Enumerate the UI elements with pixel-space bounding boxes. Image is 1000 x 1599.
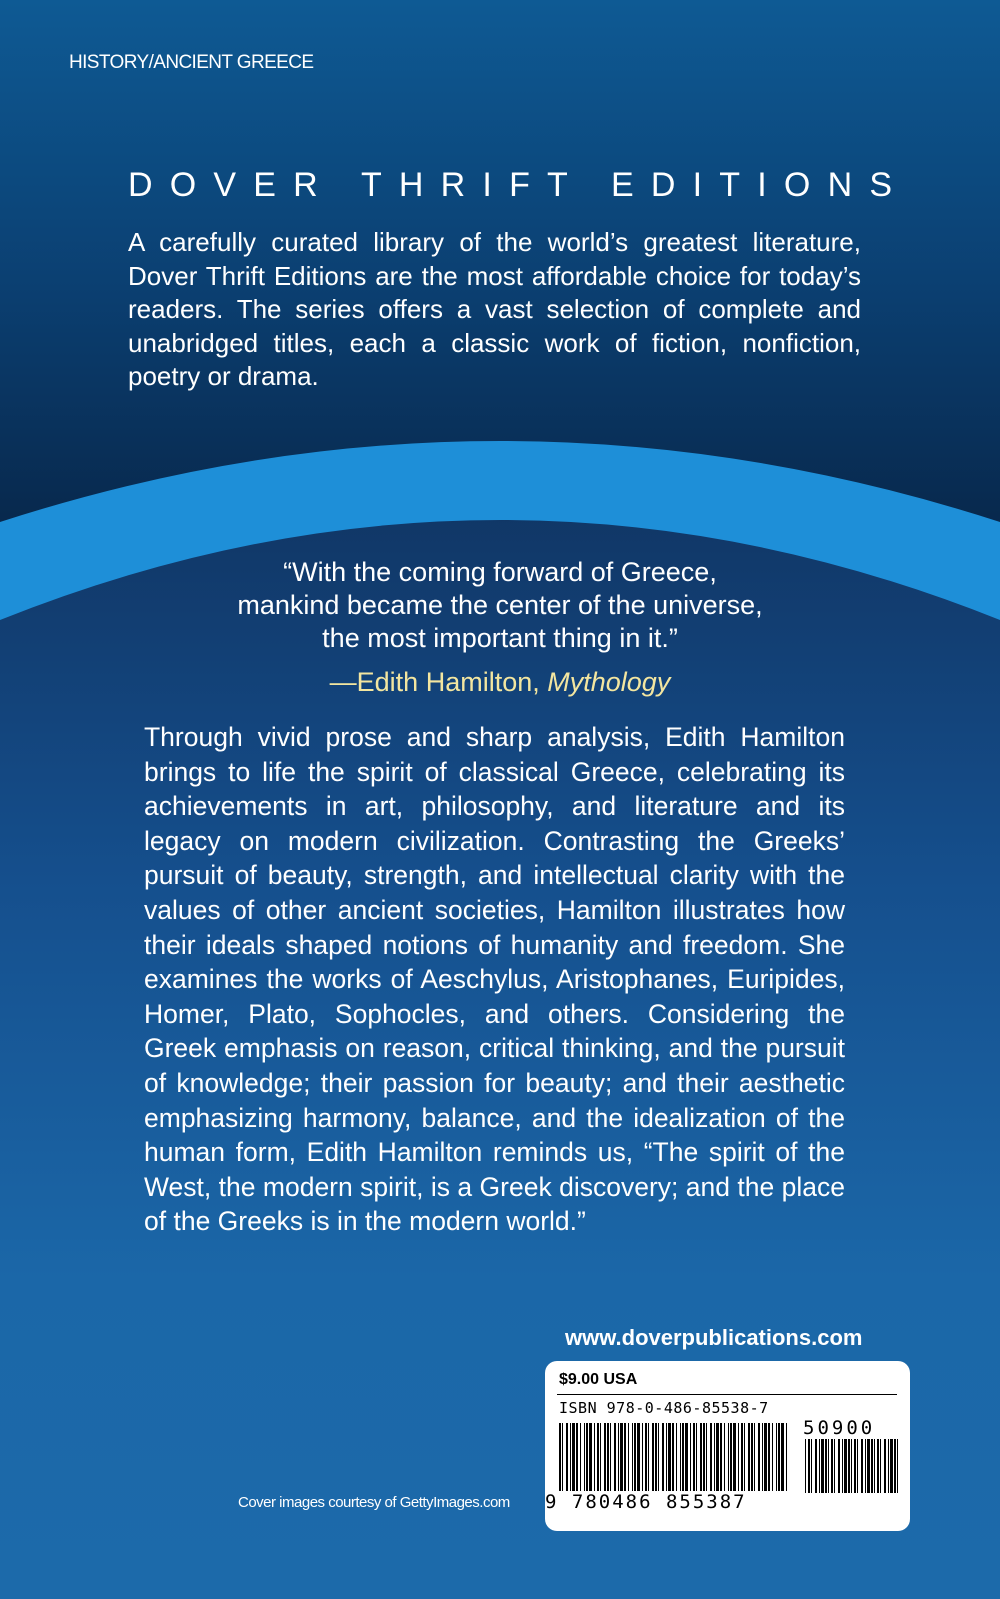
barcode-bar bbox=[634, 1423, 636, 1491]
series-title: DOVER THRIFT EDITIONS bbox=[128, 166, 910, 204]
series-description: A carefully curated library of the world’s greatest literature, Dover Thrift Editions are the most affordable choice for today’s readers. The series offers a vast selection of complete and unabridged titles, each a classic work of fiction, nonfiction, poetry or drama. bbox=[128, 227, 861, 391]
barcode-bar bbox=[693, 1423, 695, 1491]
barcode-digits: 9 780486 855387 bbox=[545, 1491, 747, 1513]
barcode-bar bbox=[620, 1423, 623, 1491]
barcode-bar bbox=[815, 1439, 817, 1493]
barcode-bar bbox=[696, 1423, 697, 1491]
barcode-bar bbox=[838, 1439, 840, 1493]
ean-barcode bbox=[559, 1423, 789, 1495]
barcode-bar bbox=[604, 1423, 606, 1491]
barcode-bar bbox=[808, 1439, 810, 1493]
barcode-bar bbox=[738, 1423, 739, 1491]
barcode-bar bbox=[744, 1423, 745, 1491]
barcode-bar bbox=[618, 1423, 619, 1491]
isbn-label: ISBN 978-0-486-85538-7 bbox=[559, 1399, 769, 1417]
barcode-bar bbox=[851, 1439, 852, 1493]
image-credit: Cover images courtesy of GettyImages.com bbox=[238, 1494, 510, 1511]
barcode-bar bbox=[614, 1423, 616, 1491]
barcode-bar bbox=[877, 1439, 879, 1493]
barcode-bar bbox=[589, 1423, 592, 1491]
barcode-bar bbox=[594, 1423, 595, 1491]
barcode-bar bbox=[610, 1423, 611, 1491]
barcode-bar bbox=[597, 1423, 599, 1491]
barcode-bar bbox=[871, 1439, 873, 1493]
barcode-bar bbox=[762, 1423, 763, 1491]
barcode-bar bbox=[676, 1423, 677, 1491]
barcode-panel bbox=[545, 1361, 910, 1531]
barcode-bar bbox=[865, 1439, 866, 1493]
barcode-bar bbox=[580, 1423, 581, 1491]
attribution-author: —Edith Hamilton, bbox=[329, 667, 540, 697]
barcode-bar bbox=[559, 1423, 561, 1491]
quote-attribution bbox=[170, 667, 830, 698]
attribution-work: Mythology bbox=[547, 667, 671, 697]
barcode-bar bbox=[714, 1423, 715, 1491]
barcode-bar bbox=[772, 1423, 773, 1491]
barcode-bar bbox=[706, 1423, 707, 1491]
barcode-bar bbox=[867, 1439, 870, 1493]
barcode-bar bbox=[645, 1423, 647, 1491]
category-label: HISTORY/ANCIENT GREECE bbox=[69, 52, 314, 73]
barcode-bar bbox=[628, 1423, 629, 1491]
barcode-bar bbox=[754, 1423, 755, 1491]
barcode-bar bbox=[828, 1439, 829, 1493]
barcode-bar bbox=[700, 1423, 702, 1491]
book-description: Through vivid prose and sharp analysis, Edith Hamilton brings to life the spirit of classical Greece, celebrating its achievements in art, philosophy, and literature and its legacy on modern civilization. Contrasting the Greeks’ pursuit of beauty, strength, and intellectual clarity with the values of other ancient societies, Hamilton illustrates how their ideals shaped notions of humanity and freedom. She examines the works of Aeschylus, Aristophanes, Euripides, Homer, Plato, Sophocles, and others. Considering the Greek emphasis on reason, critical thinking, and the pursuit of knowledge; their passion for beauty; and their aesthetic emphasizing harmony, balance, and the idealization of the human form, Edith Hamilton reminds us, “The spirit of the West, the modern spirit, is a Greek discovery; and the place of the Greeks is in the modern world.” bbox=[144, 722, 845, 1237]
barcode-bar bbox=[703, 1423, 705, 1491]
barcode-bar bbox=[600, 1423, 601, 1491]
barcode-bar bbox=[682, 1423, 684, 1491]
barcode-bar bbox=[741, 1423, 743, 1491]
barcode-bar bbox=[648, 1423, 649, 1491]
addon-barcode bbox=[805, 1439, 900, 1495]
barcode-bar bbox=[748, 1423, 750, 1491]
barcode-bar bbox=[888, 1439, 889, 1493]
barcode-bar bbox=[637, 1423, 640, 1491]
barcode-bar bbox=[570, 1423, 571, 1491]
barcode-bar bbox=[584, 1423, 585, 1491]
barcode-bar bbox=[730, 1423, 732, 1491]
barcode-bar bbox=[874, 1439, 875, 1493]
barcode-bar bbox=[821, 1439, 824, 1493]
barcode-bar bbox=[562, 1423, 563, 1491]
barcode-bar bbox=[848, 1439, 850, 1493]
barcode-bar bbox=[811, 1439, 812, 1493]
barcode-bar bbox=[751, 1423, 753, 1491]
pull-quote bbox=[170, 556, 830, 655]
barcode-bar bbox=[861, 1439, 863, 1493]
barcode-bar bbox=[720, 1423, 722, 1491]
barcode-bar bbox=[834, 1439, 835, 1493]
quote-line: mankind became the center of the universe, bbox=[237, 590, 763, 620]
barcode-bar bbox=[781, 1423, 784, 1491]
price-divider bbox=[557, 1394, 897, 1395]
barcode-bar bbox=[758, 1423, 760, 1491]
barcode-bar bbox=[662, 1423, 664, 1491]
barcode-bar bbox=[844, 1439, 847, 1493]
barcode-bar bbox=[658, 1423, 659, 1491]
publisher-website: www.doverpublications.com bbox=[565, 1325, 863, 1350]
barcode-bar bbox=[764, 1423, 767, 1491]
barcode-bar bbox=[819, 1439, 820, 1493]
barcode-bar bbox=[668, 1423, 671, 1491]
barcode-bar bbox=[894, 1439, 896, 1493]
barcode-bar bbox=[652, 1423, 654, 1491]
barcode-bar bbox=[831, 1439, 833, 1493]
barcode-bar bbox=[854, 1439, 856, 1493]
barcode-bar bbox=[890, 1439, 893, 1493]
barcode-bar bbox=[805, 1439, 806, 1493]
quote-line: the most important thing in it.” bbox=[322, 623, 678, 653]
barcode-bar bbox=[897, 1439, 898, 1493]
barcode-bar bbox=[690, 1423, 691, 1491]
barcode-bar bbox=[655, 1423, 657, 1491]
barcode-bar bbox=[642, 1423, 643, 1491]
barcode-bar bbox=[857, 1439, 858, 1493]
barcode-bar bbox=[624, 1423, 626, 1491]
barcode-bar bbox=[884, 1439, 886, 1493]
barcode-bar bbox=[672, 1423, 674, 1491]
barcode-bar bbox=[607, 1423, 609, 1491]
barcode-bar bbox=[825, 1439, 827, 1493]
barcode-bar bbox=[586, 1423, 588, 1491]
barcode-bar bbox=[776, 1423, 777, 1491]
barcode-bar bbox=[733, 1423, 736, 1491]
addon-digits: 50900 bbox=[803, 1417, 876, 1439]
price-label: $9.00 USA bbox=[559, 1371, 638, 1388]
barcode-bar bbox=[666, 1423, 667, 1491]
barcode-bar bbox=[572, 1423, 575, 1491]
barcode-bar bbox=[842, 1439, 843, 1493]
barcode-bar bbox=[566, 1423, 568, 1491]
barcode-bar bbox=[768, 1423, 770, 1491]
barcode-bar bbox=[680, 1423, 681, 1491]
barcode-bar bbox=[880, 1439, 881, 1493]
barcode-bar bbox=[576, 1423, 578, 1491]
barcode-bar bbox=[786, 1423, 787, 1491]
barcode-bar bbox=[716, 1423, 719, 1491]
barcode-bar bbox=[728, 1423, 729, 1491]
quote-line: “With the coming forward of Greece, bbox=[283, 557, 717, 587]
barcode-bar bbox=[685, 1423, 688, 1491]
barcode-bar bbox=[710, 1423, 712, 1491]
barcode-bar bbox=[632, 1423, 633, 1491]
barcode-bar bbox=[724, 1423, 725, 1491]
barcode-bar bbox=[778, 1423, 780, 1491]
